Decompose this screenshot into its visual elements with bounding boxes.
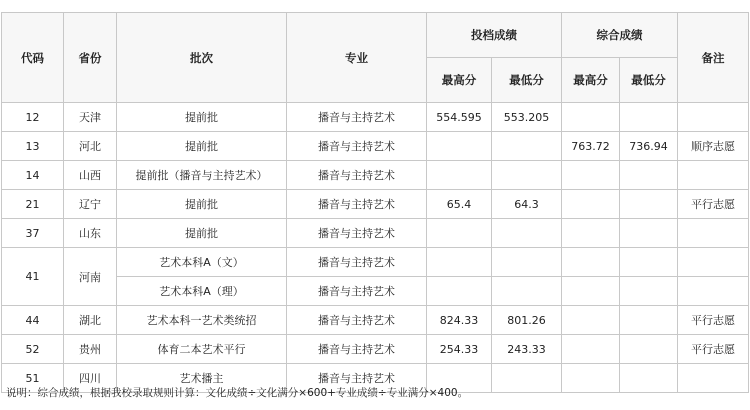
cell-code: 13 [2,132,64,161]
cell-batch: 艺术本科A（文） [117,248,287,277]
header-composite-score: 综合成绩 [562,13,678,58]
cell-remark [678,161,749,190]
cell-composite-max [562,335,620,364]
cell-code: 37 [2,219,64,248]
cell-major: 播音与主持艺术 [287,306,427,335]
cell-composite-max [562,248,620,277]
cell-province: 四川 [64,364,117,393]
cell-code: 52 [2,335,64,364]
cell-major: 播音与主持艺术 [287,219,427,248]
cell-filing-min [492,161,562,190]
header-composite-min: 最低分 [620,58,678,103]
cell-filing-min: 553.205 [492,103,562,132]
cell-code: 14 [2,161,64,190]
cell-filing-min [492,248,562,277]
cell-composite-max: 763.72 [562,132,620,161]
cell-batch: 艺术播主 [117,364,287,393]
cell-batch: 提前批 [117,103,287,132]
cell-composite-max [562,364,620,393]
cell-composite-min [620,335,678,364]
cell-code: 44 [2,306,64,335]
cell-code: 51 [2,364,64,393]
cell-remark [678,103,749,132]
cell-major: 播音与主持艺术 [287,132,427,161]
cell-composite-max [562,190,620,219]
cell-composite-max [562,219,620,248]
cell-filing-max: 65.4 [427,190,492,219]
cell-major: 播音与主持艺术 [287,364,427,393]
cell-province: 河北 [64,132,117,161]
admission-score-table [1,12,749,393]
cell-batch: 提前批 [117,132,287,161]
cell-province: 河南 [64,248,117,306]
cell-filing-min [492,219,562,248]
cell-filing-min: 64.3 [492,190,562,219]
footnote: 说明：综合成绩，根据我校录取规则计算：文化成绩÷文化满分×600+专业成绩÷专业满分×400。 [6,387,469,399]
cell-composite-min [620,103,678,132]
cell-major: 播音与主持艺术 [287,161,427,190]
cell-filing-max: 254.33 [427,335,492,364]
cell-remark: 平行志愿 [678,335,749,364]
cell-filing-min: 801.26 [492,306,562,335]
header-batch: 批次 [117,13,287,103]
cell-major: 播音与主持艺术 [287,335,427,364]
cell-province: 天津 [64,103,117,132]
cell-filing-min [492,364,562,393]
table-row [2,335,749,364]
cell-composite-min: 736.94 [620,132,678,161]
cell-remark [678,219,749,248]
cell-code: 41 [2,248,64,306]
cell-composite-max [562,103,620,132]
cell-filing-min: 243.33 [492,335,562,364]
cell-filing-max [427,132,492,161]
table-row [2,103,749,132]
cell-filing-min [492,277,562,306]
cell-major: 播音与主持艺术 [287,103,427,132]
cell-composite-min [620,248,678,277]
cell-composite-min [620,277,678,306]
cell-composite-min [620,364,678,393]
cell-batch: 艺术本科一艺术类统招 [117,306,287,335]
table-row [2,132,749,161]
cell-remark: 平行志愿 [678,190,749,219]
header-filing-min: 最低分 [492,58,562,103]
cell-code: 12 [2,103,64,132]
cell-composite-min [620,306,678,335]
header-province: 省份 [64,13,117,103]
cell-code: 21 [2,190,64,219]
header-composite-max: 最高分 [562,58,620,103]
cell-remark: 顺序志愿 [678,132,749,161]
header-remark: 备注 [678,13,749,103]
cell-filing-max [427,161,492,190]
cell-province: 山东 [64,219,117,248]
cell-remark: 平行志愿 [678,306,749,335]
cell-composite-min [620,161,678,190]
header-row [2,13,749,58]
cell-composite-min [620,190,678,219]
cell-composite-max [562,277,620,306]
cell-filing-max [427,219,492,248]
cell-province: 贵州 [64,335,117,364]
table-row [2,219,749,248]
cell-batch: 提前批 [117,190,287,219]
header-major: 专业 [287,13,427,103]
cell-major: 播音与主持艺术 [287,248,427,277]
cell-filing-max: 824.33 [427,306,492,335]
cell-remark [678,364,749,393]
cell-filing-max [427,248,492,277]
cell-province: 山西 [64,161,117,190]
table-row [2,161,749,190]
cell-batch: 体育二本艺术平行 [117,335,287,364]
header-filing-score: 投档成绩 [427,13,562,58]
header-code: 代码 [2,13,64,103]
cell-major: 播音与主持艺术 [287,277,427,306]
cell-province: 辽宁 [64,190,117,219]
cell-filing-max [427,277,492,306]
cell-batch: 提前批（播音与主持艺术） [117,161,287,190]
header-filing-max: 最高分 [427,58,492,103]
table-row [2,248,749,277]
cell-province: 湖北 [64,306,117,335]
table-row [2,190,749,219]
cell-batch: 艺术本科A（理） [117,277,287,306]
cell-composite-min [620,219,678,248]
cell-remark [678,248,749,277]
cell-filing-max: 554.595 [427,103,492,132]
cell-composite-max [562,306,620,335]
table-row [2,306,749,335]
cell-filing-min [492,132,562,161]
cell-batch: 提前批 [117,219,287,248]
cell-composite-max [562,161,620,190]
cell-major: 播音与主持艺术 [287,190,427,219]
cell-remark [678,277,749,306]
